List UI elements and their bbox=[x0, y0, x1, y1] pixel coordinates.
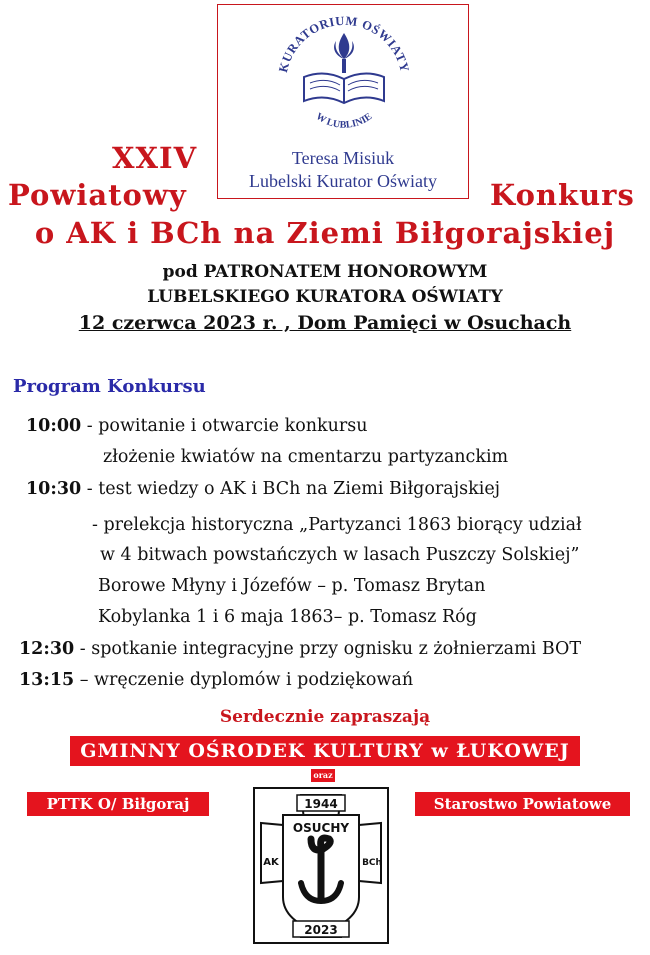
program-text: – wręczenie dyplomów i podziękowań bbox=[74, 670, 414, 690]
program-time: 13:15 bbox=[19, 670, 75, 690]
main-organizer-banner: GMINNY OŚRODEK KULTURY w ŁUKOWEJ bbox=[70, 736, 580, 766]
curator-position: Lubelski Kurator Oświaty bbox=[249, 171, 437, 191]
emblem-left: AK bbox=[263, 857, 279, 868]
program-item bbox=[100, 545, 579, 565]
kuratorium-emblem-icon bbox=[264, 11, 424, 131]
svg-text:W LUBLINIE bbox=[314, 111, 375, 131]
kuratorium-logo bbox=[217, 4, 469, 199]
emblem-year-bottom: 2023 bbox=[304, 923, 338, 937]
program-text: - prelekcja historyczna „Partyzanci 1863 biorący udział bbox=[92, 515, 582, 535]
patronage-line1: pod PATRONATEM HONOROWYM bbox=[162, 262, 488, 282]
title-word-left: Powiatowy bbox=[8, 178, 187, 212]
curator-name: Teresa Misiuk bbox=[291, 148, 395, 168]
program-text: złożenie kwiatów na cmentarzu partyzanckim bbox=[103, 447, 509, 467]
logo-bottom-text: W LUBLINIE bbox=[313, 111, 375, 131]
program-time: 10:00 bbox=[26, 416, 82, 436]
invite-heading: Serdecznie zapraszają bbox=[219, 707, 431, 727]
program-item bbox=[26, 479, 500, 499]
date-place: 12 czerwca 2023 r. , Dom Pamięci w Osuchach bbox=[78, 312, 572, 334]
program-item bbox=[19, 639, 581, 659]
emblem-right: BCh bbox=[362, 858, 382, 868]
logo-arc-text: KURATORIUM OŚWIATY bbox=[275, 13, 412, 74]
program-item bbox=[98, 576, 485, 596]
program-text: Borowe Młyny i Józefów – p. Tomasz Brytan bbox=[98, 576, 486, 596]
program-item bbox=[92, 515, 582, 535]
program-heading: Program Konkursu bbox=[13, 376, 206, 397]
program-text: - powitanie i otwarcie konkursu bbox=[81, 416, 368, 436]
osuchy-emblem-icon bbox=[253, 787, 389, 944]
program-time: 12:30 bbox=[19, 639, 75, 659]
pttk-banner: PTTK O/ Biłgoraj bbox=[27, 792, 209, 816]
title-edition: XXIV bbox=[112, 141, 198, 175]
program-text: w 4 bitwach powstańczych w lasach Puszczy Solskiej” bbox=[100, 545, 580, 565]
emblem-year-top: 1944 bbox=[304, 797, 338, 811]
program-item bbox=[26, 416, 368, 436]
starostwo-banner: Starostwo Powiatowe bbox=[415, 792, 630, 816]
program-item bbox=[98, 607, 477, 627]
program-text: - test wiedzy o AK i BCh na Ziemi Biłgorajskiej bbox=[81, 479, 501, 499]
patronage-line2: LUBELSKIEGO KURATORA OŚWIATY bbox=[147, 287, 503, 307]
and-label: oraz bbox=[311, 769, 335, 782]
program-text: - spotkanie integracyjne przy ognisku z żołnierzami BOT bbox=[74, 639, 582, 659]
title-line3: o AK i BCh na Ziemi Biłgorajskiej bbox=[34, 216, 616, 250]
program-time: 10:30 bbox=[26, 479, 82, 499]
emblem-place: OSUCHY bbox=[292, 821, 350, 835]
program-item bbox=[103, 447, 508, 467]
program-text: Kobylanka 1 i 6 maja 1863– p. Tomasz Róg bbox=[98, 607, 477, 627]
title-word-right: Konkurs bbox=[490, 178, 635, 212]
program-item bbox=[19, 670, 413, 690]
